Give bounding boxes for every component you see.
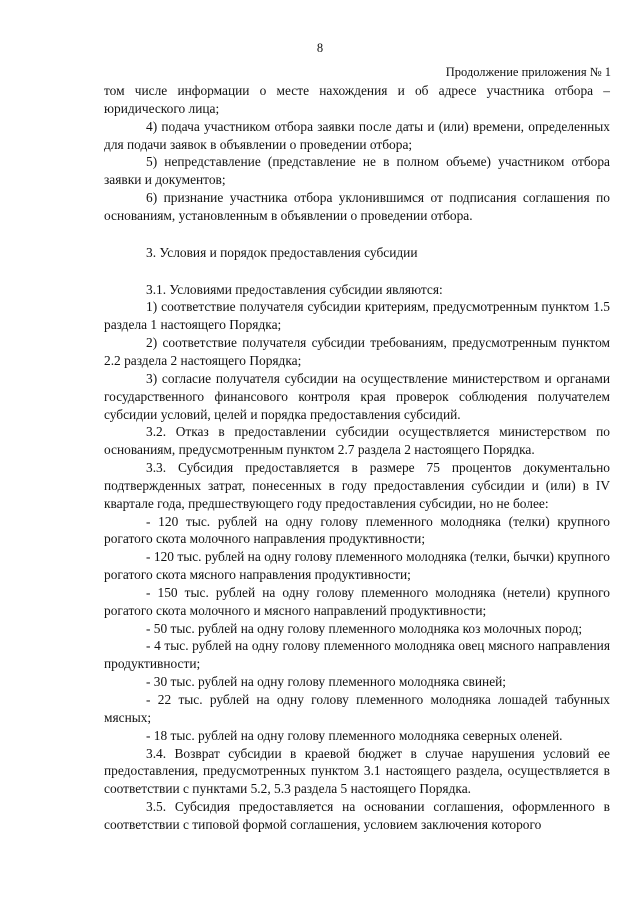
rate-item-goats: - 50 тыс. рублей на одну голову племенного молодняка коз молочных пород; — [146, 620, 583, 636]
rate-item-pigs: - 30 тыс. рублей на одну голову племенного молодняка свиней; — [146, 674, 507, 690]
rate-item-reindeer: - 18 тыс. рублей на одну голову племенного молодняка северных оленей. — [146, 727, 563, 743]
condition-item-2: 2) соответствие получателя субсидии требованиям, предусмотренным пунктом 2.2 раздела 2 настоящего Порядка; — [104, 335, 610, 368]
list-item-5: 5) непредставление (представление не в полном объеме) участником отбора заявки и документов; — [104, 154, 610, 188]
list-item-6: 6) признание участника отбора уклонившимся от подписания соглашения по основаниям, установленным в объявлении о проведении отбора. — [104, 190, 610, 223]
document-body — [104, 82, 610, 834]
condition-item-1: 1) соответствие получателя субсидии критериям, предусмотренным пунктом 1.5 раздела 1 настоящего Порядка; — [104, 299, 610, 333]
rate-item-heifers-dairy: - 120 тыс. рублей на одну голову племенного молодняка (телки) крупного рогатого скота молочного направления продуктивности; — [104, 513, 610, 547]
appendix-continuation-note: Продолжение приложения № 1 — [445, 65, 611, 79]
page-number: 8 — [316, 41, 324, 55]
clause-3-5: 3.5. Субсидия предоставляется на основании соглашения, оформленного в соответствии с типовой формой соглашения, условием заключения которого — [104, 799, 610, 832]
paragraph-continuation: том числе информации о месте нахождения и об адресе участника отбора – юридического лица; — [104, 83, 610, 116]
clause-3-2: 3.2. Отказ в предоставлении субсидии осуществляется министерством по основаниям, предусмотренным пунктом 2.7 раздела 2 настоящего Порядка. — [104, 424, 610, 458]
rate-item-sheep: - 4 тыс. рублей на одну голову племенного молодняка овец мясного направления продуктивности; — [104, 638, 610, 672]
list-item-4: 4) подача участником отбора заявки после даты и (или) времени, определенных для подачи заявок в объявлении о проведении отбора; — [104, 118, 610, 152]
section-heading: 3. Условия и порядок предоставления субсидии — [146, 244, 418, 260]
rate-item-horses: - 22 тыс. рублей на одну голову племенного молодняка лошадей табунных мясных; — [104, 692, 610, 725]
rate-item-heifers-pregnant: - 150 тыс. рублей на одну голову племенного молодняка (нетели) крупного рогатого скота молочного и мясного направлений продуктивности; — [104, 584, 610, 618]
clause-3-3: 3.3. Субсидия предоставляется в размере 75 процентов документально подтвержденных затрат, понесенных в году предоставления субсидии и (или) в IV квартале года, предшествующего году предоставления субсидии, но не более: — [104, 460, 610, 511]
rate-item-cattle-meat: - 120 тыс. рублей на одну голову племенного молодняка (телки, бычки) крупного рогатого скота мясного направления продуктивности; — [104, 549, 610, 583]
condition-item-3: 3) согласие получателя субсидии на осуществление министерством и органами государственного финансового контроля края проверок соблюдения получателем субсидии условий, целей и порядка предоставления субсидий. — [104, 370, 610, 422]
clause-3-1: 3.1. Условиями предоставления субсидии являются: — [146, 281, 443, 297]
clause-3-4: 3.4. Возврат субсидии в краевой бюджет в случае нарушения условий ее предоставления, предусмотренных пунктом 3.1 настоящего раздела, осуществляется в соответствии с пунктами 5.2, 5.3 раздела 5 настоящего Порядка. — [104, 745, 610, 797]
